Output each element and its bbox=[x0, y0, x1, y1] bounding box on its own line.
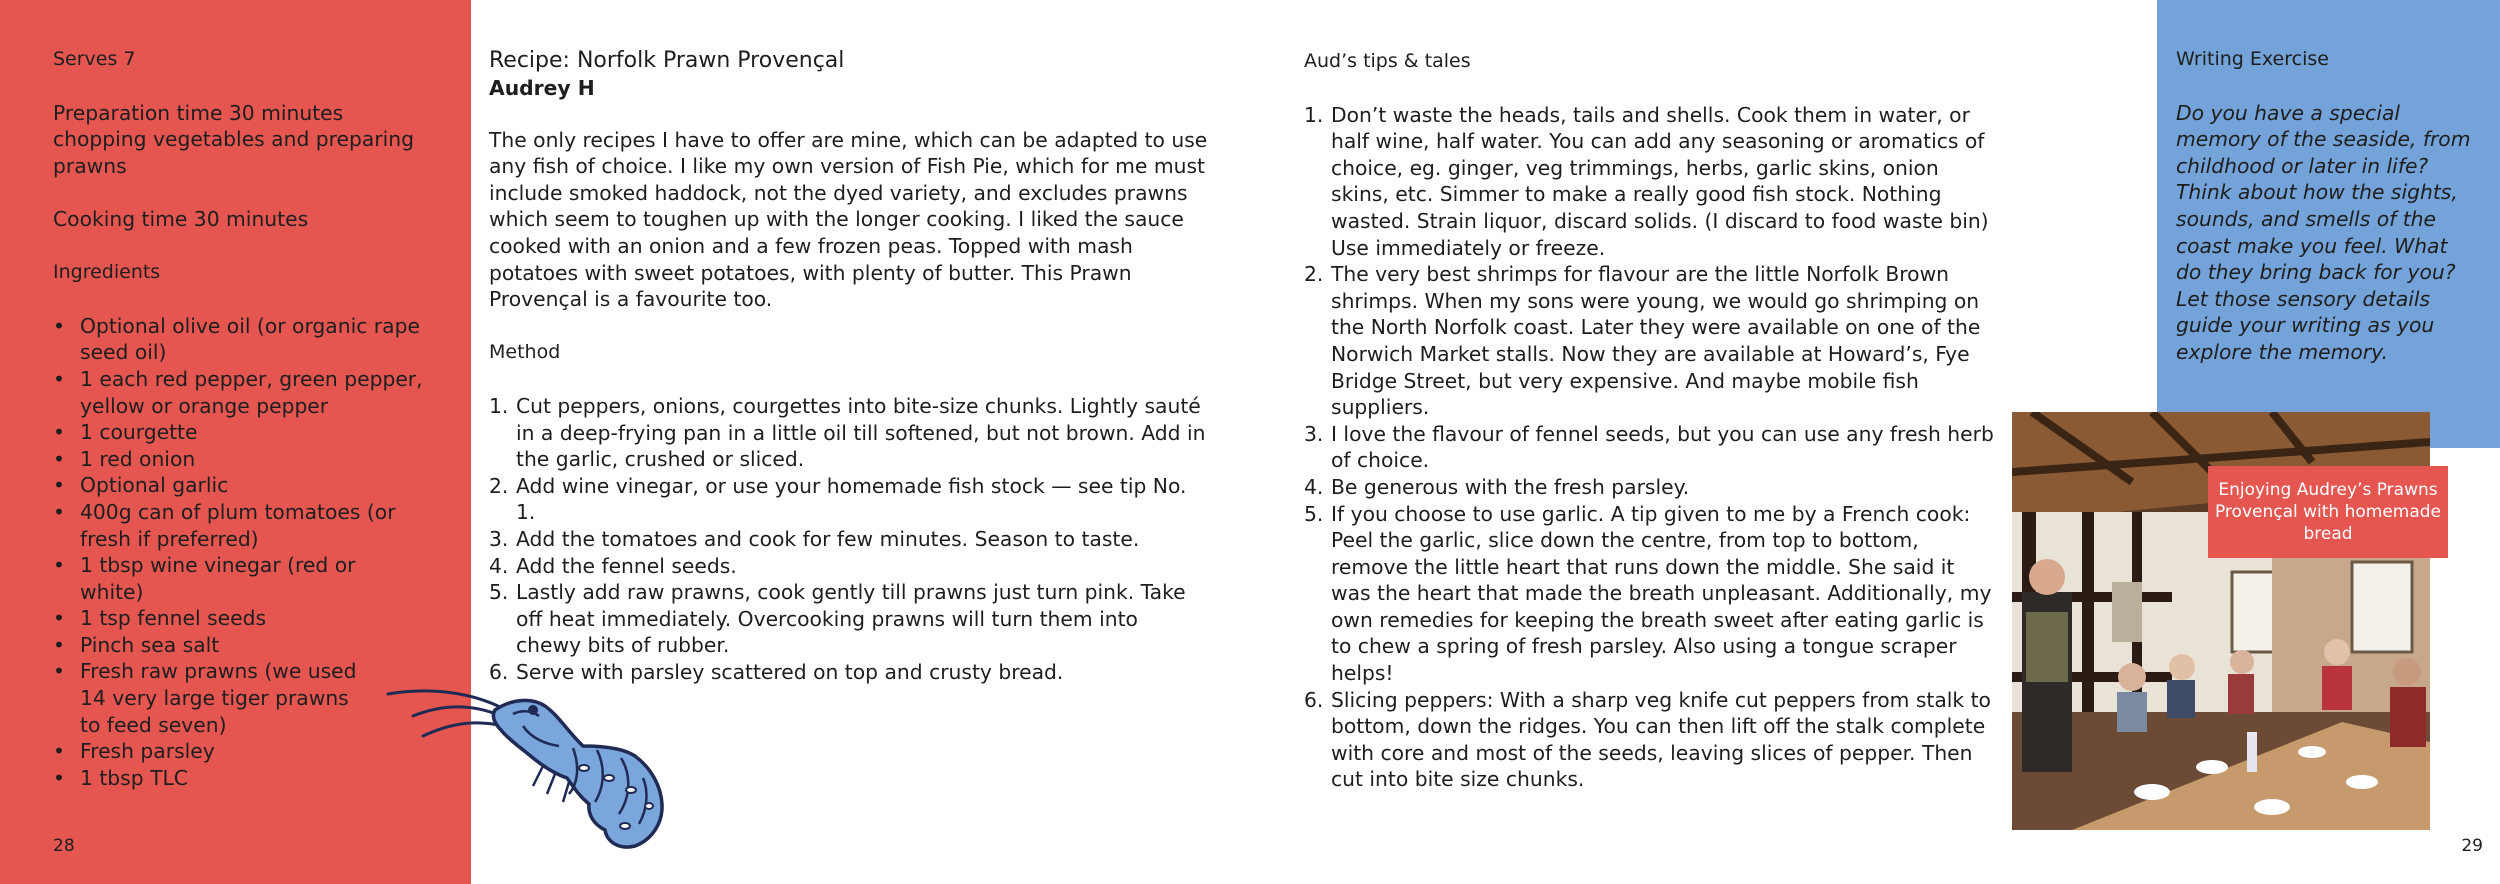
ingredient-item: • 400g can of plum tomatoes (or fresh if preferred) bbox=[53, 499, 423, 552]
ingredient-item: • Fresh raw prawns (we used 14 very large tiger prawns to feed seven) bbox=[53, 658, 370, 738]
page-number-right: 29 bbox=[2461, 836, 2483, 856]
writing-exercise-prompt: Do you have a special memory of the seaside, from childhood or later in life? Think about how the sights, sounds, and smells of the coast make you feel. What do they bring back for you? Let those sensory details guide your writing as you explore the memory. bbox=[2176, 100, 2471, 364]
tips-heading: Aud’s tips & tales bbox=[1304, 50, 1471, 72]
ingredient-item: • 1 tsp fennel seeds bbox=[53, 605, 423, 632]
method-step: 2. Add wine vinegar, or use your homemade fish stock — see tip No. 1. bbox=[489, 473, 1187, 525]
prawn-illustration bbox=[383, 686, 668, 851]
ingredients-heading: Ingredients bbox=[53, 261, 161, 284]
recipe-column bbox=[489, 46, 1209, 685]
tips-list bbox=[1304, 102, 1994, 793]
method-step: 3. Add the tomatoes and cook for few minutes. Season to taste. bbox=[489, 526, 1140, 551]
prep-time: Preparation time 30 minutes chopping vegetables and preparing prawns bbox=[53, 100, 415, 178]
page-number-left: 28 bbox=[53, 836, 75, 856]
tip-item: 6. Slicing peppers: With a sharp veg knife cut peppers from stalk to bottom, down the ridges. You can then lift off the stalk complete with core and most of the seeds, leaving slices of pepper. Then cut into bite size chunks. bbox=[1304, 687, 1991, 792]
ingredient-item: • Optional olive oil (or organic rape seed oil) bbox=[53, 313, 423, 366]
tip-item: 3. I love the flavour of fennel seeds, but you can use any fresh herb of choice. bbox=[1304, 421, 1994, 473]
method-step: 1. Cut peppers, onions, courgettes into bite-size chunks. Lightly sauté in a deep-frying pan in a little oil till softened, but not brown. Add in the garlic, crushed or sliced. bbox=[489, 393, 1206, 472]
method-step: 6. Serve with parsley scattered on top and crusty bread. bbox=[489, 659, 1064, 684]
method-step: 5. Lastly add raw prawns, cook gently till prawns just turn pink. Take off heat immediately. Overcooking prawns will turn them into chewy bits of rubber. bbox=[489, 580, 1186, 658]
tip-item: 1. Don’t waste the heads, tails and shells. Cook them in water, or half wine, half water. You can add any seasoning or aromatics of choice, eg. ginger, veg trimmings, herbs, garlic skins, onion skins, etc. Simmer to make a really good fish stock. Nothing wasted. Strain liquor, discard solids. (I discard to food waste bin) Use immediately or freeze. bbox=[1304, 102, 1989, 260]
ingredient-item: • 1 red onion bbox=[53, 446, 423, 473]
ingredient-item: • Fresh parsley bbox=[53, 738, 423, 765]
recipe-author: Audrey H bbox=[489, 76, 595, 100]
ingredient-item: • 1 tbsp wine vinegar (red or white) bbox=[53, 552, 423, 605]
cook-time: Cooking time 30 minutes bbox=[53, 206, 309, 231]
writing-exercise-content bbox=[2176, 46, 2478, 366]
method-steps bbox=[489, 393, 1209, 686]
ingredients-column bbox=[53, 46, 423, 791]
serves-label: Serves 7 bbox=[53, 48, 136, 70]
recipe-title: Recipe: Norfolk Prawn Provençal bbox=[489, 48, 845, 73]
writing-exercise-heading: Writing Exercise bbox=[2176, 48, 2329, 70]
tip-item: 4. Be generous with the fresh parsley. bbox=[1304, 474, 1690, 499]
method-heading: Method bbox=[489, 341, 561, 364]
tips-column bbox=[1304, 48, 1994, 793]
ingredient-item: • 1 each red pepper, green pepper, yellow or orange pepper bbox=[53, 366, 423, 419]
prawn-eye bbox=[528, 705, 538, 715]
photo-caption: Enjoying Audrey’s Prawns Provençal with homemade bread bbox=[2208, 466, 2448, 558]
ingredient-item: • 1 tbsp TLC bbox=[53, 765, 423, 792]
ingredient-item: • Optional garlic bbox=[53, 472, 423, 499]
ingredients-list bbox=[53, 313, 423, 792]
writing-exercise-panel bbox=[2157, 0, 2500, 448]
tip-item: 5. If you choose to use garlic. A tip given to me by a French cook: Peel the garlic, slice down the centre, from top to bottom, remove the little heart that runs down the middle. She said it was the heart that made the breath unpleasant. Additionally, my own remedies for keeping the breath sweet after eating garlic is to chew a spring of fresh parsley. Also using a tongue scraper helps! bbox=[1304, 501, 1992, 686]
tip-item: 2. The very best shrimps for flavour are the little Norfolk Brown shrimps. When my sons were young, we would go shrimping on the North Norfolk coast. Later they were available on one of the Norwich Market stalls. Now they are available at Howard’s, Fye Bridge Street, but very expensive. And maybe mobile fish suppliers. bbox=[1304, 262, 1981, 420]
recipe-intro: The only recipes I have to offer are mine, which can be adapted to use any fish of choice. I like my own version of Fish Pie, which for me must include smoked haddock, not the dyed variety, and excludes prawns which seem to toughen up with the longer cooking. I liked the sauce cooked with an onion and a few frozen peas. Topped with mash potatoes with sweet potatoes, with plenty of butter. This Prawn Provençal is a favourite too. bbox=[489, 127, 1208, 312]
ingredient-item: • Pinch sea salt bbox=[53, 632, 423, 659]
method-step: 4. Add the fennel seeds. bbox=[489, 553, 737, 578]
ingredient-item: • 1 courgette bbox=[53, 419, 423, 446]
